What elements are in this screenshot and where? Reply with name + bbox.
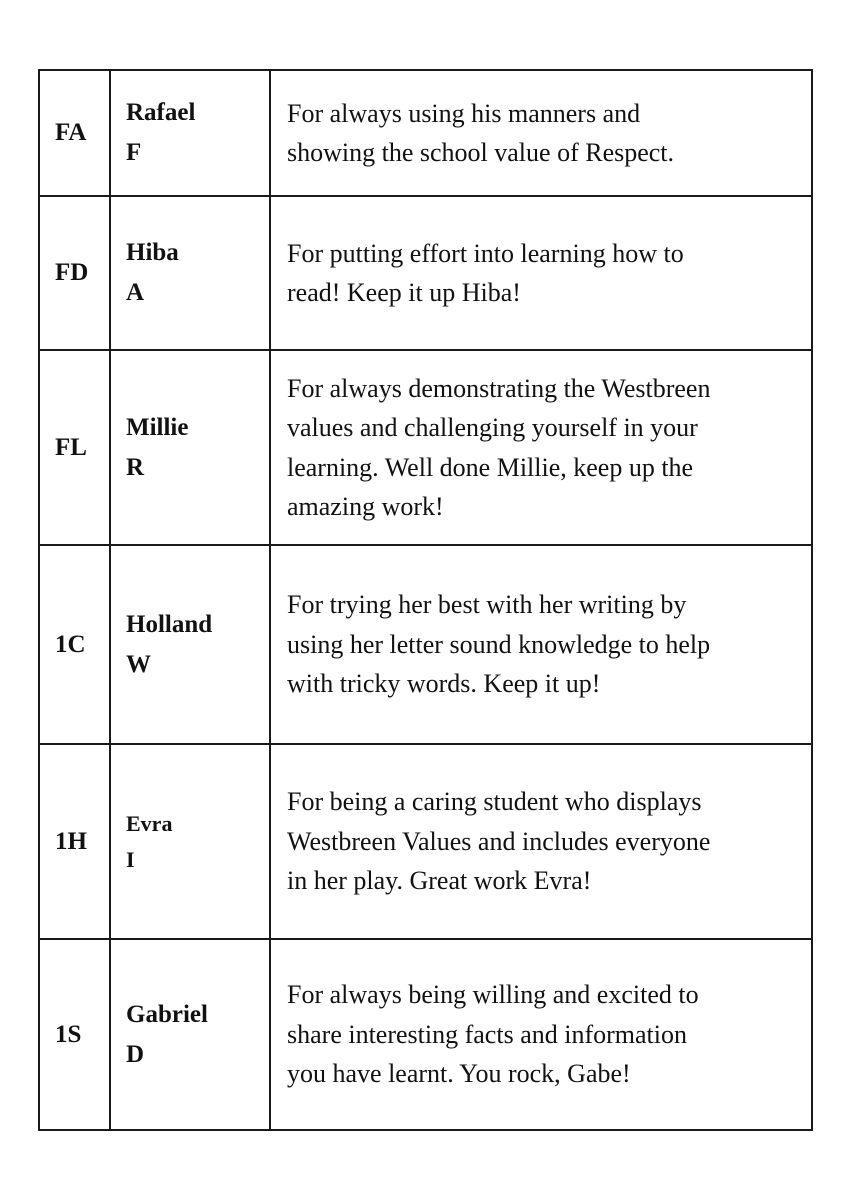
student-name	[110, 744, 270, 939]
first-name: Millie	[126, 413, 189, 441]
reason-line: For being a caring student who displays	[287, 787, 702, 817]
reason-line: in her play. Great work Evra!	[287, 866, 592, 896]
first-name: Rafael	[126, 99, 196, 126]
reason-line: amazing work!	[287, 492, 444, 521]
student-name	[110, 196, 270, 350]
surname-initial: D	[126, 1040, 145, 1068]
student-name	[110, 70, 270, 196]
award-reason	[270, 196, 812, 350]
reason-line: showing the school value of Respect.	[287, 138, 675, 167]
award-reason	[270, 70, 812, 196]
class-code: 1H	[39, 744, 110, 939]
first-name: Gabriel	[126, 1000, 208, 1028]
award-reason	[270, 744, 812, 939]
reason-line: For always demonstrating the Westbreen	[287, 373, 711, 403]
reason-line: using her letter sound knowledge to help	[287, 629, 711, 659]
class-code: 1C	[39, 545, 110, 744]
class-code: FA	[39, 70, 110, 196]
award-reason	[270, 939, 812, 1130]
table-row	[39, 70, 812, 196]
award-reason	[270, 350, 812, 545]
class-code: 1S	[39, 939, 110, 1130]
reason-line: Westbreen Values and includes everyone	[287, 826, 711, 856]
student-name	[110, 939, 270, 1130]
student-name	[110, 545, 270, 744]
reason-line: For trying her best with her writing by	[287, 590, 687, 620]
reason-line: you have learnt. You rock, Gabe!	[287, 1059, 631, 1089]
reason-line: values and challenging yourself in your	[287, 413, 698, 442]
reason-line: with tricky words. Keep it up!	[287, 669, 601, 699]
class-code: FD	[39, 196, 110, 350]
first-name: Hiba	[126, 239, 179, 266]
table-row	[39, 545, 812, 744]
first-name: Holland	[126, 610, 213, 638]
table-row	[39, 939, 812, 1130]
surname-initial: I	[126, 846, 135, 872]
student-name	[110, 350, 270, 545]
surname-initial: A	[126, 279, 145, 306]
surname-initial: R	[126, 453, 145, 481]
award-reason	[270, 545, 812, 744]
class-code: FL	[39, 350, 110, 545]
reason-line: share interesting facts and information	[287, 1019, 687, 1049]
reason-line: For putting effort into learning how to	[287, 238, 684, 268]
reason-line: For always using his manners and	[287, 98, 641, 128]
reason-line: For always being willing and excited to	[287, 980, 699, 1010]
reason-line: learning. Well done Millie, keep up the	[287, 452, 694, 482]
surname-initial: F	[126, 139, 142, 166]
table-row	[39, 350, 812, 545]
reason-line: read! Keep it up Hiba!	[287, 278, 521, 307]
table-row	[39, 744, 812, 939]
first-name: Evra	[126, 810, 173, 836]
table-row	[39, 196, 812, 350]
awards-table	[38, 69, 813, 1131]
surname-initial: W	[126, 650, 151, 678]
